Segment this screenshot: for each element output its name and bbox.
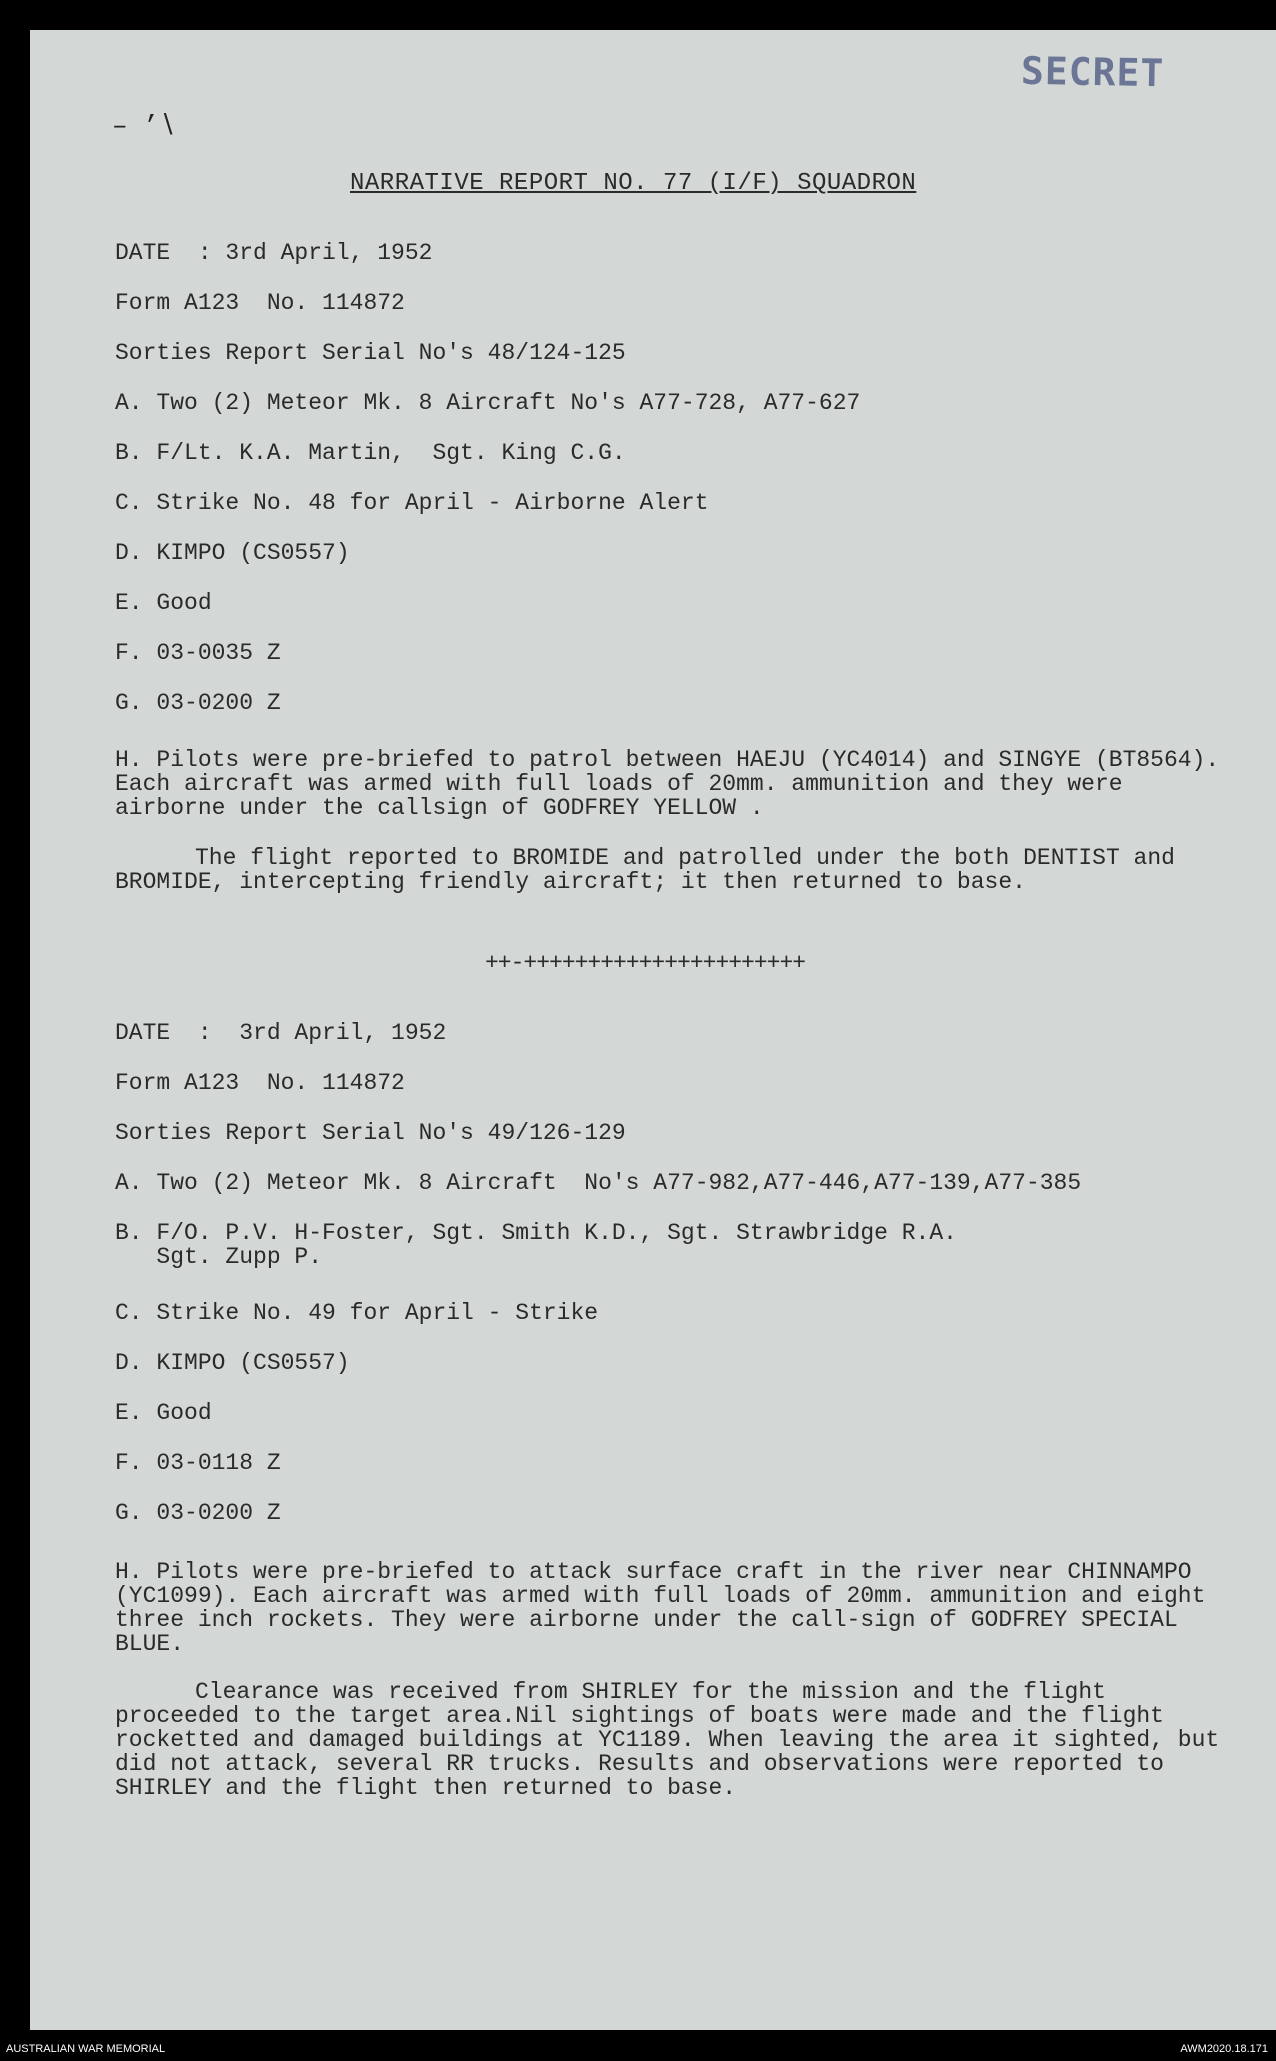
s1-item-f: F. 03-0035 Z (115, 640, 281, 666)
s2-item-a: A. Two (2) Meteor Mk. 8 Aircraft No's A77-982,A77-446,A77-139,A77-385 (115, 1170, 1082, 1196)
s1-item-g: G. 03-0200 Z (115, 690, 281, 716)
s1-sorties: Sorties Report Serial No's 48/124-125 (115, 340, 626, 366)
footer-reference: AWM2020.18.171 (1180, 2043, 1268, 2055)
s2-form: Form A123 No. 114872 (115, 1070, 405, 1096)
s2-item-h: H. Pilots were pre-briefed to attack surface craft in the river near CHINNAMPO (YC1099). Each aircraft was armed with full loads of 20mm. ammunition and eight three inch rockets. They were airborne under the call-sign of GODFREY SPECIAL BLUE. (115, 1559, 1206, 1657)
handwritten-mark: – ’∖ (112, 111, 176, 141)
s1-item-a: A. Two (2) Meteor Mk. 8 Aircraft No's A77-728, A77-627 (115, 390, 861, 416)
s2-item-b1: B. F/O. P.V. H-Foster, Sgt. Smith K.D., Sgt. Strawbridge R.A. (115, 1220, 957, 1246)
s1-item-b: B. F/Lt. K.A. Martin, Sgt. King C.G. (115, 440, 626, 466)
s1-form: Form A123 No. 114872 (115, 290, 405, 316)
s1-item-e: E. Good (115, 590, 212, 616)
s2-item-d: D. KIMPO (CS0557) (115, 1350, 350, 1376)
s2-item-c: C. Strike No. 49 for April - Strike (115, 1300, 599, 1326)
s2-item-g: G. 03-0200 Z (115, 1500, 281, 1526)
s1-item-h: H. Pilots were pre-briefed to patrol between HAEJU (YC4014) and SINGYE (BT8564). Each aircraft was armed with full loads of 20mm. ammunition and they were airborne under the callsign of GODFREY YELLOW . (115, 747, 1220, 821)
s2-item-e: E. Good (115, 1400, 212, 1426)
s1-item-d: D. KIMPO (CS0557) (115, 540, 350, 566)
report-title: NARRATIVE REPORT NO. 77 (I/F) SQUADRON (350, 170, 917, 197)
s2-sorties: Sorties Report Serial No's 49/126-129 (115, 1120, 626, 1146)
section-separator: ++-++++++++++++++++++++++ (485, 950, 806, 976)
s2-date: DATE : 3rd April, 1952 (115, 1020, 447, 1046)
document-page (30, 30, 1276, 2030)
s2-item-f: F. 03-0118 Z (115, 1450, 281, 1476)
s2-item-b2: Sgt. Zupp P. (115, 1244, 323, 1270)
footer-source: AUSTRALIAN WAR MEMORIAL (6, 2043, 166, 2055)
s2-paragraph: Clearance was received from SHIRLEY for the mission and the flight proceeded to the target area.Nil sightings of boats were made and the flight rocketted and damaged buildings at YC1189. When leaving the area it sighted, but did not attack, several RR trucks. Results and observations were reported to SHIRLEY and the flight then returned to base. (115, 1679, 1220, 1801)
s1-paragraph: The flight reported to BROMIDE and patrolled under the both DENTIST and BROMIDE, intercepting friendly aircraft; it then returned to base. (115, 845, 1175, 895)
s1-date: DATE : 3rd April, 1952 (115, 240, 433, 266)
s1-item-c: C. Strike No. 48 for April - Airborne Alert (115, 490, 709, 516)
secret-stamp: SECRET (1020, 48, 1165, 96)
